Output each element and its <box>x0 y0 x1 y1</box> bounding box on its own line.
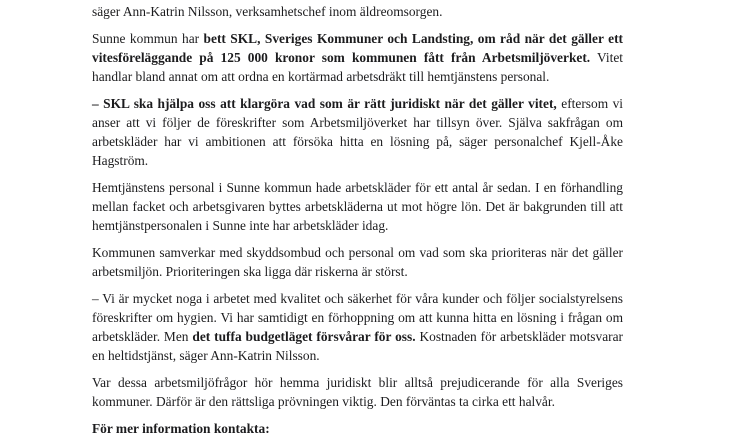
text-segment: eftersom vi anser att vi följer de föreskrifter som Arbetsmiljöverket har tillsyn över. Själva sakfrågan om arbetskläder har vi ambitionen att försöka hitta en lösning på, säger personalchef Kjell-Åke Hagström. <box>92 96 623 168</box>
document-body <box>92 2 623 446</box>
text-segment-bold: bett SKL, Sveriges Kommuner och Landsting, om råd när det gäller ett vitesföreläggande på 125 000 kronor som kommunen fått från Arbetsmiljöverket. <box>92 31 623 65</box>
text-segment-bold: det tuffa budgetläget försvårar för oss. <box>192 329 416 344</box>
paragraph <box>92 94 623 170</box>
text-segment-bold: För mer information kontakta: <box>92 421 270 436</box>
paragraph <box>92 29 623 86</box>
text-segment: Var dessa arbetsmiljöfrågor hör hemma juridiskt blir alltså prejudicerande för alla Sveriges kommuner. Därför är den rättsliga prövningen viktig. Den förväntas ta cirka ett halvår. <box>92 375 623 409</box>
text-segment: – Vi är mycket noga i arbetet med kvalitet och säkerhet för våra kunder och följer socialstyrelsens föreskrifter om hygien. Vi har samtidigt en förhoppning om att kunna hitta en lösning i frågan om arbetskläder. Men <box>92 291 623 344</box>
paragraph <box>92 178 623 235</box>
text-segment: Hemtjänstens personal i Sunne kommun hade arbetskläder för ett antal år sedan. I en förhandling mellan facket och arbetsgivaren byttes arbetskläderna ut mot högre lön. Det är bakgrunden till att hemtjänstpersonalen i Sunne inte har arbetskläder idag. <box>92 180 623 233</box>
text-segment-bold: – SKL ska hjälpa oss att klargöra vad som är rätt juridiskt när det gäller vitet, <box>92 96 557 111</box>
text-segment: säger Ann-Katrin Nilsson, verksamhetschef inom äldreomsorgen. <box>92 4 443 19</box>
paragraph <box>92 373 623 411</box>
paragraph-clipped <box>92 419 623 438</box>
paragraph <box>92 243 623 281</box>
paragraph <box>92 289 623 365</box>
text-segment: Kostnaden för arbetskläder motsvarar en heltidstjänst, säger Ann-Katrin Nilsson. <box>92 329 624 363</box>
text-segment: Kommunen samverkar med skyddsombud och personal om vad som ska prioriteras när det gäller arbetsmiljön. Prioriteringen ska ligga där riskerna är störst. <box>92 245 623 279</box>
text-segment: Sunne kommun har <box>92 31 204 46</box>
text-segment: Vitet handlar bland annat om att ordna en kortärmad arbetsdräkt till hemtjänstens personal. <box>92 50 623 84</box>
paragraph <box>92 2 623 21</box>
